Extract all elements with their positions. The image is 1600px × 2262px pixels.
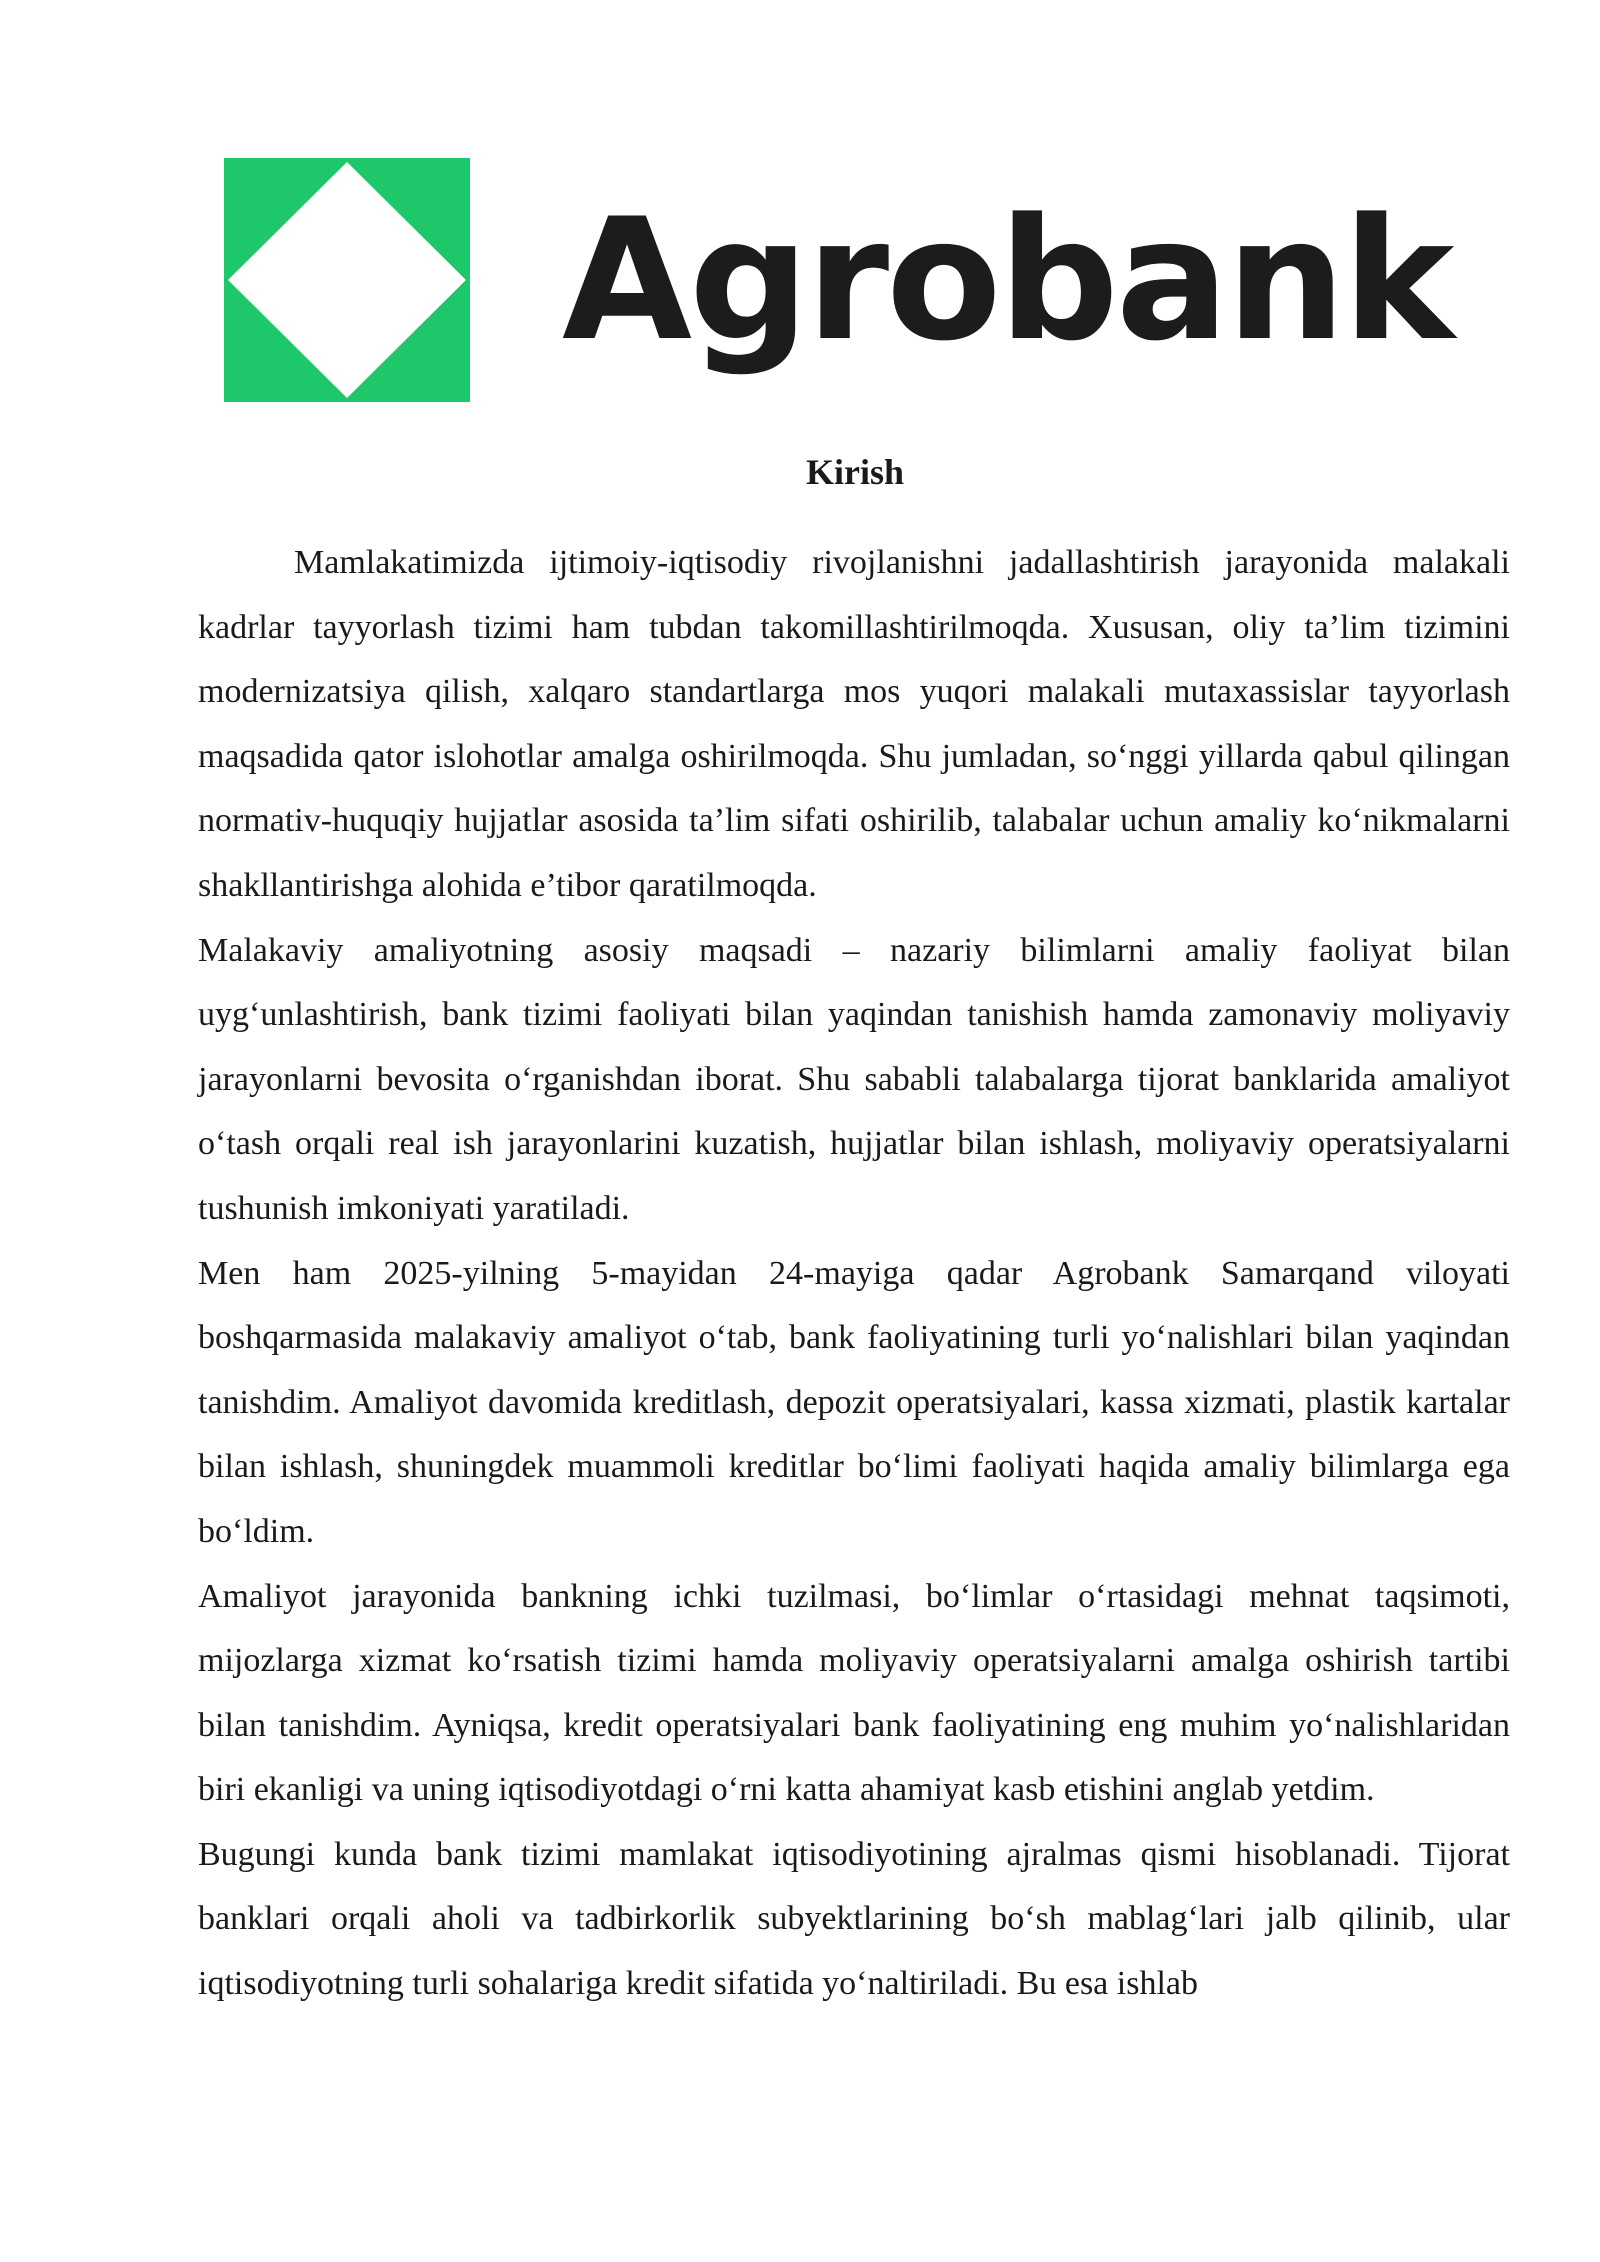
section-title: Kirish <box>805 452 904 492</box>
paragraph-intro: Mamlakatimizda ijtimoiy-iqtisodiy rivojlanishni jadallashtirish jarayonida malakali kadrlar tayyorlash tizimi ham tubdan takomillashtirilmoqda. Xususan, oliy ta’lim tizimini modernizatsiya qilish, xalqaro standartlarga mos yuqori malakali mutaxassislar tayyorlash maqsadida qator islohotlar amalga oshirilmoqda. Shu jumladan, so‘nggi yillarda qabul qilingan normativ-huquqiy hujjatlar asosida ta’lim sifati oshirilib, talabalar uchun amaliy ko‘nikmalarni shakllantirishga alohida e’tibor qaratilmoqda. <box>198 544 1510 904</box>
agrobank-logo <box>224 158 1504 406</box>
logo-wordmark: Agrobank <box>562 182 1452 378</box>
body-text <box>198 531 1510 2017</box>
paragraph-internship: Men ham 2025-yilning 5-mayidan 24-mayiga qadar Agrobank Samarqand viloyati boshqarmasida malakaviy amaliyot o‘tab, bank faoliyatining turli yo‘nalishlari bilan yaqindan tanishdim. Amaliyot davomida kreditlash, depozit operatsiyalari, kassa xizmati, plastik kartalar bilan ishlash, shuningdek muammoli kreditlar bo‘limi faoliyati haqida amaliy bilimlarga ega bo‘ldim. <box>198 1254 1510 1550</box>
paragraph-banking-system: Bugungi kunda bank tizimi mamlakat iqtisodiyotining ajralmas qismi hisoblanadi. Tijorat banklari orqali aholi va tadbirkorlik subyektlarining bo‘sh mablag‘lari jalb qilinib, ular iqtisodiyotning turli sohalariga kredit sifatida yo‘naltiriladi. Bu esa ishlab <box>198 1835 1510 2003</box>
paragraph-purpose: Malakaviy amaliyotning asosiy maqsadi – nazariy bilimlarni amaliy faoliyat bilan uyg‘unlashtirish, bank tizimi faoliyati bilan yaqindan tanishish hamda zamonaviy moliyaviy jarayonlarni bevosita o‘rganishdan iborat. Shu sababli talabalarga tijorat banklarida amaliyot o‘tash orqali real ish jarayonlarini kuzatish, hujjatlar bilan ishlash, moliyaviy operatsiyalarni tushunish imkoniyati yaratiladi. <box>198 931 1510 1227</box>
paragraph-process: Amaliyot jarayonida bankning ichki tuzilmasi, bo‘limlar o‘rtasidagi mehnat taqsimoti, mijozlarga xizmat ko‘rsatish tizimi hamda moliyaviy operatsiyalarni amalga oshirish tartibi bilan tanishdim. Ayniqsa, kredit operatsiyalari bank faoliyatining eng muhim yo‘nalishlaridan biri ekanligi va uning iqtisodiyotdagi o‘rni katta ahamiyat kasb etishini anglab yetdim. <box>198 1577 1510 1809</box>
agrobank-diamond-icon <box>224 158 470 402</box>
